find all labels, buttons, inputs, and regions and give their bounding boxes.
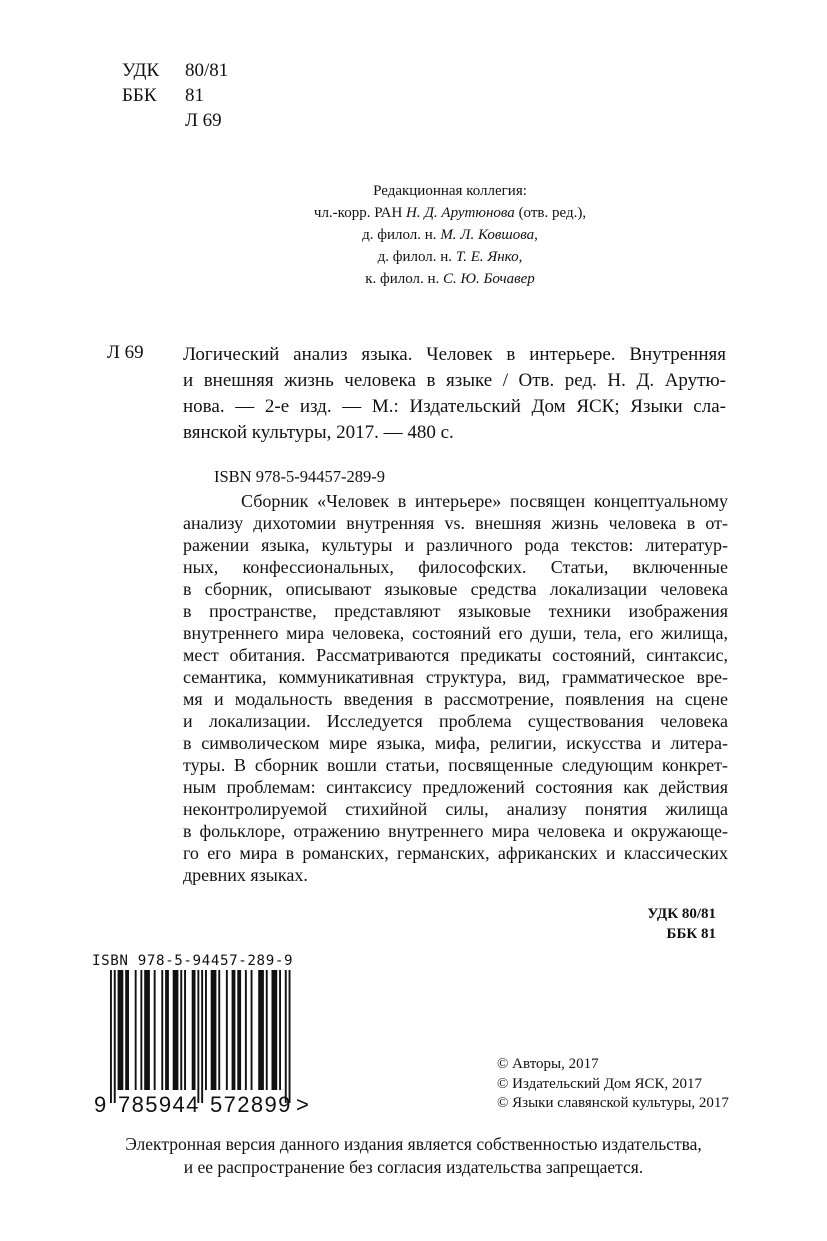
editorial-board-member: к. филол. н. С. Ю. Бочавер — [365, 271, 535, 287]
annotation-line: ражении языка, культуры и различного рода текстов: литератур- — [183, 535, 728, 555]
editorial-board — [200, 180, 700, 290]
barcode-bar — [251, 970, 253, 1090]
annotation — [183, 490, 728, 886]
copyright-notice — [60, 1133, 767, 1179]
annotation-line: ных, конфессиональных, философских. Статьи, включенные — [183, 557, 728, 577]
annotation-line: анализу дихотомии внутренняя vs. внешняя жизнь человека в от- — [183, 513, 728, 533]
isbn-line: ISBN 978-5-94457-289-9 — [214, 467, 385, 486]
barcode-bar — [226, 970, 228, 1090]
annotation-line: в пространстве, представляют языковые техники изображения — [183, 601, 728, 621]
copyright-line: © Языки славянской культуры, 2017 — [497, 1095, 729, 1111]
barcode-bar — [184, 970, 186, 1090]
barcode-digit-group-left: 785944 — [118, 1092, 200, 1117]
barcode-bar — [237, 970, 241, 1090]
barcode-bar — [266, 970, 268, 1090]
annotation-line: в фольклоре, отражению внутреннего мира человека и окружающе- — [183, 821, 728, 841]
annotation-line: мя и модальность введения в рассмотрение, появления на сцене — [183, 689, 728, 709]
barcode-bar — [272, 970, 278, 1090]
barcode-guard-bar — [289, 970, 291, 1103]
udk-value: 80/81 — [185, 60, 229, 81]
udk-label: УДК — [122, 60, 160, 81]
barcode-bar — [232, 970, 236, 1090]
barcode-bar — [173, 970, 179, 1090]
editorial-board-member: чл.-корр. РАН Н. Д. Арутюнова (отв. ред.), — [313, 205, 587, 221]
barcode-bar — [118, 970, 124, 1090]
barcode-guard-bar — [197, 970, 199, 1103]
editorial-board-member: д. филол. н. М. Л. Ковшова, — [362, 227, 538, 243]
barcode-digit-first: 9 — [94, 1092, 108, 1117]
copyright-notice-line: и ее распространение без согласия издательства запрещается. — [183, 1157, 644, 1177]
udk-code-bold: УДК 80/81 — [647, 906, 716, 922]
isbn-barcode — [110, 970, 310, 1105]
barcode-bar — [205, 970, 207, 1090]
barcode-guard-bar — [110, 970, 112, 1103]
annotation-line: в сборник, описывают языковые средства локализации человека — [183, 579, 728, 599]
copyright-block — [497, 1055, 729, 1114]
barcode-bar — [258, 970, 264, 1090]
barcode-bar — [245, 970, 247, 1090]
classification-codes — [122, 58, 228, 133]
barcode-isbn-text: ISBN 978-5-94457-289-9 — [92, 953, 294, 969]
annotation-line: ным проблемам: синтаксису предложений состояния как действия — [183, 777, 728, 797]
copyright-notice-line: Электронная версия данного издания является собственностью издательства, — [125, 1134, 702, 1154]
barcode-bar — [211, 970, 217, 1090]
barcode-bar — [165, 970, 169, 1090]
description-line: и внешняя жизнь человека в языке / Отв. ред. Н. Д. Арутю- — [183, 370, 726, 391]
annotation-line: в символическом мире языка, мифа, религии, искусства и литера- — [183, 733, 728, 753]
bbk-value: 81 — [185, 85, 204, 106]
annotation-line: внутреннего мира человека, состояний его души, тела, его жилища, — [183, 623, 728, 643]
copyright-line: © Издательский Дом ЯСК, 2017 — [497, 1075, 703, 1092]
bbk-code-bold: ББК 81 — [666, 926, 716, 942]
annotation-line: неконтролируемой стихийной силы, анализу понятия жилища — [183, 799, 728, 819]
barcode-bar — [125, 970, 129, 1090]
barcode-digit-group-right: 572899 — [210, 1092, 292, 1117]
annotation-line: семантика, коммуникативная структура, вид, грамматическое вре- — [183, 667, 728, 687]
barcode-bar — [279, 970, 281, 1090]
barcode-guard-bar — [201, 970, 203, 1103]
bibliographic-description — [183, 342, 726, 446]
description-line: нова. — 2-е изд. — М.: Издательский Дом ЯСК; Языки сла- — [183, 396, 726, 417]
editorial-board-heading: Редакционная коллегия: — [373, 183, 527, 199]
classification-codes-bold — [560, 904, 716, 944]
annotation-line: и локализации. Исследуется проблема существования человека — [183, 711, 728, 731]
editorial-board-member: д. филол. н. Т. Е. Янко, — [377, 249, 523, 265]
barcode-quiet-zone-arrow: > — [296, 1092, 311, 1117]
description-line: вянской культуры, 2017. — 480 с. — [183, 422, 454, 443]
barcode-bar — [192, 970, 196, 1090]
annotation-line: го его мира в романских, германских, африканских и классических — [183, 843, 728, 863]
barcode-guard-bar — [114, 970, 116, 1103]
barcode-bar — [154, 970, 156, 1090]
annotation-line: Сборник «Человек в интерьере» посвящен концептуальному — [241, 491, 728, 511]
annotation-line: древних языках. — [183, 865, 308, 885]
barcode-bar — [218, 970, 220, 1090]
annotation-line: туры. В сборник вошли статьи, посвященные следующим конкрет- — [183, 755, 728, 775]
author-sign: Л 69 — [185, 110, 222, 131]
barcode-bar — [135, 970, 137, 1090]
barcode-bar — [180, 970, 182, 1090]
barcode-guard-bar — [285, 970, 287, 1103]
annotation-line: мест обитания. Рассматриваются предикаты состояний, синтаксис, — [183, 645, 728, 665]
barcode-bar — [140, 970, 142, 1090]
barcode-bar — [161, 970, 163, 1090]
bbk-label: ББК — [122, 85, 157, 106]
barcode-bar — [144, 970, 150, 1090]
catalog-code: Л 69 — [107, 342, 144, 363]
description-line: Логический анализ языка. Человек в интерьере. Внутренняя — [183, 344, 726, 365]
copyright-line: © Авторы, 2017 — [497, 1056, 599, 1072]
